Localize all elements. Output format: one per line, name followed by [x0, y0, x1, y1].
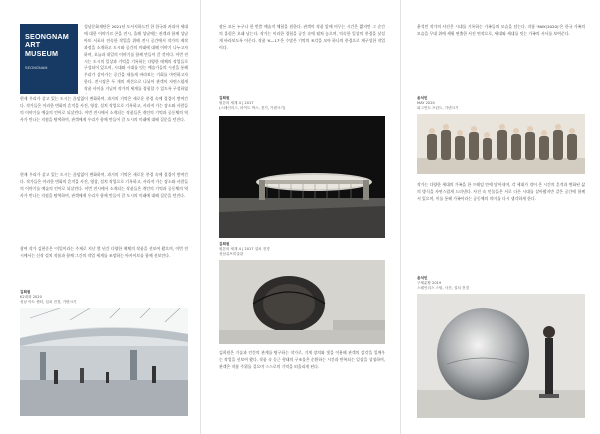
p2-caption1-line2: (스테인리스, 라이트 박스, 전기, 가변크기): [219, 106, 286, 110]
p1-photo-caption: [20, 290, 188, 305]
p1-body-text-2: 현재 우리가 살고 있는 도시는 끊임없이 변화하며, 과거의 기억은 새로운 풍경 속에 겹겹이 쌓여간다. 작가들은 이러한 변화의 흔적을 사진, 영상, 설치 작업으로 기록하고, 사라져 가는 장소와 사람들의 이야기를 예술의 언어로 되살린다. 이번 전시에서 소개되는 작품들은 개인의 기억과 공동체의 역사가 만나는 지점을 탐색하며, 관객에게 우리가 함께 만들어 갈 도시의 미래에 대해 질문을 던진다.: [20, 96, 188, 122]
p2-intro-text: 잠든 모든 누구나 한 번쯤 예술적 체험을 원한다. 관객이 작품 앞에 머무는 시간은 짧지만 그 순간의 울림은 오래 남는다. 작가는 이러한 경험을 공간 속에 펼쳐 놓으며, 익숙한 일상의 풍경을 낯설게 바라보도록 이끈다. 작품 'K—17'은 수많은 기억의 조각을 모아 하나의 풍경으로 재구성한 작업이다.: [219, 24, 385, 50]
p3-caption1-line2: 피그먼트 프린트, 가변크기: [417, 106, 459, 110]
p2-caption2-line1: 원본의 세계 4 | 2017 설치 전경: [219, 247, 270, 251]
logo-sub: SEONGNAM: [25, 66, 48, 71]
installation-photo: [219, 116, 385, 238]
p3-caption2-line2: 스테인리스 스틸, 사진, 설치 전경: [417, 286, 469, 290]
p2-body-text: 김희원은 기술과 인간의 관계를 탐구하는 작가로, 기계 장치와 빛을 이용해 관객의 감각을 일깨우는 작업을 선보여 왔다. 작품 속 둥근 형태의 구조물은 순환하는 시간과 반복되는 일상을 상징하며, 관객은 작품 주위를 걸으며 스스로의 기억을 떠올리게 된다.: [219, 350, 385, 369]
page-right: [400, 0, 600, 434]
museum-logo: [20, 24, 78, 94]
p1-body-text-4: 참여 작가 김현준은 '이일이라는 주제로 지난 몇 년간 다양한 매체의 작품을 선보여 왔으며, 이번 전시에서는 신작 설치 작품과 함께 그간의 작업 세계를 조망하는 아카이브를 함께 선보인다.: [20, 246, 188, 258]
logo-line2: ART: [25, 40, 41, 50]
exhibition-hall-photo: [20, 308, 188, 416]
page-left: [0, 0, 200, 434]
p3-caption2-title: 윤석민: [417, 276, 428, 280]
p2-caption1-line1: 원본의 세계 4 | 2017: [219, 101, 254, 105]
p1-body-text-3: 현재 우리가 살고 있는 도시는 끊임없이 변화하며, 과거의 기억은 새로운 풍경 속에 겹겹이 쌓여간다. 작가들은 이러한 변화의 흔적을 사진, 영상, 설치 작업으로 기록하고, 사라져 가는 장소와 사람들의 이야기를 예술의 언어로 되살린다. 이번 전시에서 소개되는 작품들은 개인의 기억과 공동체의 역사가 만나는 지점을 탐색하며, 관객에게 우리가 함께 만들어 갈 도시의 미래에 대해 질문을 던진다.: [20, 172, 188, 198]
logo-line3: MUSEUM: [25, 48, 59, 58]
round-sculpture-photo: [219, 260, 385, 344]
p1-caption-title: 김희원: [20, 290, 31, 294]
p3-caption1-title: 윤석민: [417, 96, 428, 100]
p3-intro-text: 윤석민 작가의 사진은 시대를 기록하는 가족들의 모습을 담는다. 작품 'MAY(2020)'은 한국 가족의 모습을 무대 위에 세워 연출한 사진 연작으로, 세대와 세대를 잇는 가족의 서사를 보여준다.: [417, 24, 585, 36]
p1-caption-line1: K2대화 2020: [20, 295, 42, 299]
p1-intro-text: 성남문화재단은 2021년 도서지하드컨 한 한국과 커리아 세대에 대한 이야기르 콘을 전시, 올해 성남에는 관객과 함께 성남 아트 서포터 전속한 작업을 위해 전시 공간에서 작가의 제작 과정을 소개하고 도시와 공간의 미래에 대해 이야기 나누고자 하며, 오늘과 내일의 이야기를 함께 만들어 갈 것이다. 이번 전시는 도시의 일상과 기억을 기록하는 다양한 매체의 작업들로 구성되어 있으며, 시대와 시대를 잇는 예술가들의 시선을 통해 우리가 살아가는 공간을 새롭게 바라보는 기회를 마련하고자 한다. 전시장은 두 개의 섹션으로 나뉘어 관객이 자연스럽게 작품 사이를 거닐며 작가의 세계를 경험할 수 있도록 구성하였: [84, 24, 188, 92]
p2-caption2-title: 김희원: [219, 242, 230, 246]
p3-body-text: 작가는 다양한 세대의 가족을 한 프레임 안에 담아내며, 각 세대가 겪어 온 시간의 흔적과 변화된 삶의 방식을 자연스럽게 드러낸다. 사진 속 인물들은 서로 다른 시대를 살아왔지만 같은 공간에 함께 서 있으며, 이를 통해 가족이라는 공동체의 의미를 다시 생각하게 한다.: [417, 182, 585, 201]
p3-caption2-line1: 구체분할 2019: [417, 281, 442, 285]
mirror-sphere-photo: [417, 294, 585, 418]
family-portrait-photo: [417, 114, 585, 174]
p3-caption-2: [417, 276, 585, 291]
p2-caption-2: [219, 242, 385, 257]
p3-caption-1: [417, 96, 585, 111]
page-middle: [200, 0, 400, 434]
p1-caption-line2: 성남 아트 센터, 설치 전경, 가변크기: [20, 300, 77, 304]
logo-line1: SEONGNAM: [25, 32, 69, 41]
p3-caption1-line1: MAY 2020: [417, 101, 435, 105]
p2-caption-1: [219, 96, 385, 111]
p2-caption1-title: 김희원: [219, 96, 230, 100]
p2-caption2-line2: 성남큐브미술관: [219, 252, 244, 256]
